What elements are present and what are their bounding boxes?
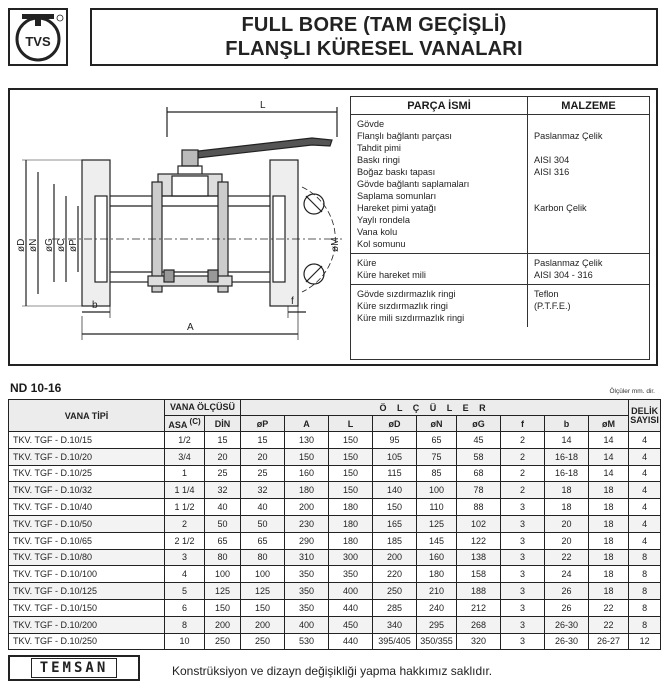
footer-disclaimer: Konstrüksiyon ve dizayn değişikliği yapma hakkımız saklıdır.	[172, 664, 493, 678]
table-cell: 350	[285, 566, 329, 583]
table-cell: 20	[545, 515, 589, 532]
table-cell: 150	[285, 448, 329, 465]
table-cell: 16-18	[545, 448, 589, 465]
table-cell: 160	[285, 465, 329, 482]
table-cell: 125	[205, 583, 241, 600]
table-cell: 105	[373, 448, 417, 465]
table-cell: 250	[373, 583, 417, 600]
table-cell: 40	[205, 499, 241, 516]
table-cell: 240	[417, 599, 457, 616]
part-name: Küre mili sızdırmazlık ringi	[357, 313, 465, 323]
parts-groups	[351, 115, 649, 327]
table-cell: 440	[329, 633, 373, 650]
parts-header	[351, 97, 649, 115]
table-cell: 210	[417, 583, 457, 600]
table-cell: 200	[205, 616, 241, 633]
part-material: Paslanmaz Çelik	[534, 258, 603, 268]
th-delik: DELİK	[631, 405, 659, 416]
table-cell: 150	[329, 432, 373, 449]
parts-names	[351, 254, 528, 284]
table-cell: 80	[205, 549, 241, 566]
table-cell: 80	[241, 549, 285, 566]
table-cell: 3	[501, 532, 545, 549]
table-row	[9, 583, 661, 600]
table-cell: 310	[285, 549, 329, 566]
part-material	[534, 238, 643, 250]
table-row	[9, 499, 661, 516]
th-sub-3: øD	[373, 416, 417, 432]
table-cell: 1 1/4	[165, 482, 205, 499]
table-cell: 138	[457, 549, 501, 566]
th-sub-0: øP	[241, 416, 285, 432]
table-cell: 290	[285, 532, 329, 549]
part-name: Gövde	[357, 119, 385, 129]
table-cell: 18	[589, 549, 629, 566]
table-cell: 18	[589, 482, 629, 499]
table-cell: 5	[165, 583, 205, 600]
label-oG: øG	[44, 238, 55, 252]
table-cell: 32	[205, 482, 241, 499]
parts-materials	[528, 285, 649, 327]
part-name: Kol somunu	[357, 239, 406, 249]
table-cell: 150	[205, 599, 241, 616]
table-cell: 350	[285, 599, 329, 616]
th-sub-1: A	[285, 416, 329, 432]
table-cell: 440	[329, 599, 373, 616]
th-sayisi: SAYISI	[630, 414, 659, 425]
table-cell: 68	[457, 465, 501, 482]
th-sub-8: øM	[589, 416, 629, 432]
part-name: Hareket pimi yatağı	[357, 203, 437, 213]
table-cell: 4	[629, 515, 661, 532]
table-cell: 1	[165, 465, 205, 482]
th-asa-label: ASA	[168, 420, 188, 430]
table-cell: 140	[373, 482, 417, 499]
table-cell: 18	[589, 532, 629, 549]
logo-text: TVS	[25, 34, 51, 49]
parts-list	[350, 96, 650, 360]
table-cell: 160	[417, 549, 457, 566]
part-material: AISI 304 - 316	[534, 270, 593, 280]
table-cell: 65	[241, 532, 285, 549]
table-cell: 78	[457, 482, 501, 499]
part-material	[534, 190, 643, 202]
label-f: f	[291, 296, 294, 307]
table-cell: 18	[589, 583, 629, 600]
parts-group	[351, 285, 649, 327]
table-cell: 14	[589, 465, 629, 482]
table-cell: 4	[165, 566, 205, 583]
table-row	[9, 448, 661, 465]
tvs-logo	[8, 8, 68, 66]
label-oM: øM	[330, 237, 341, 252]
table-cell: 2	[501, 448, 545, 465]
part-material	[534, 118, 643, 130]
table-cell: 65	[205, 532, 241, 549]
table-cell: 250	[241, 633, 285, 650]
table-cell: 20	[545, 532, 589, 549]
title-box	[90, 8, 658, 66]
table-cell: 250	[205, 633, 241, 650]
cell-valve-type: TKV. TGF - D.10/65	[9, 532, 165, 549]
th-sub-7: b	[545, 416, 589, 432]
table-cell: 1/2	[165, 432, 205, 449]
part-material	[534, 178, 643, 190]
table-cell: 450	[329, 616, 373, 633]
table-cell: 4	[629, 532, 661, 549]
part-material: (P.T.F.E.)	[534, 301, 571, 311]
cell-valve-type: TKV. TGF - D.10/15	[9, 432, 165, 449]
th-sub-5: øG	[457, 416, 501, 432]
table-row	[9, 515, 661, 532]
table-cell: 6	[165, 599, 205, 616]
part-material	[534, 312, 643, 324]
table-cell: 188	[457, 583, 501, 600]
table-cell: 100	[417, 482, 457, 499]
table-cell: 3	[501, 499, 545, 516]
table-row	[9, 432, 661, 449]
nd-label: ND 10-16	[10, 381, 62, 395]
table-cell: 88	[457, 499, 501, 516]
table-cell: 25	[241, 465, 285, 482]
table-cell: 122	[457, 532, 501, 549]
th-asa	[165, 416, 205, 432]
cell-valve-type: TKV. TGF - D.10/25	[9, 465, 165, 482]
table-cell: 180	[329, 532, 373, 549]
table-cell: 115	[373, 465, 417, 482]
table-cell: 8	[629, 566, 661, 583]
part-name: Flanşlı bağlantı parçası	[357, 131, 452, 141]
table-cell: 26	[545, 583, 589, 600]
part-material: Teflon	[534, 289, 559, 299]
table-cell: 2	[501, 482, 545, 499]
table-cell: 3	[501, 616, 545, 633]
table-row	[9, 482, 661, 499]
table-cell: 2	[501, 432, 545, 449]
table-cell: 8	[165, 616, 205, 633]
part-name: Vana kolu	[357, 227, 398, 237]
part-name: Küre sızdırmazlık ringi	[357, 301, 448, 311]
table-cell: 3	[501, 515, 545, 532]
table-cell: 295	[417, 616, 457, 633]
table-row	[9, 549, 661, 566]
table-cell: 2	[501, 465, 545, 482]
table-cell: 4	[629, 432, 661, 449]
table-cell: 26-30	[545, 633, 589, 650]
table-cell: 2	[165, 515, 205, 532]
table-cell: 4	[629, 448, 661, 465]
label-L: L	[260, 100, 266, 111]
table-cell: 150	[241, 599, 285, 616]
table-cell: 400	[285, 616, 329, 633]
table-cell: 300	[329, 549, 373, 566]
table-cell: 85	[417, 465, 457, 482]
table-cell: 180	[329, 515, 373, 532]
table-cell: 268	[457, 616, 501, 633]
table-cell: 200	[373, 549, 417, 566]
parts-names	[351, 285, 528, 327]
cell-valve-type: TKV. TGF - D.10/20	[9, 448, 165, 465]
cell-valve-type: TKV. TGF - D.10/40	[9, 499, 165, 516]
parts-group	[351, 115, 649, 254]
table-cell: 100	[205, 566, 241, 583]
table-cell: 340	[373, 616, 417, 633]
table-cell: 15	[205, 432, 241, 449]
th-vana-tipi: VANA TİPİ	[9, 400, 165, 432]
table-cell: 8	[629, 549, 661, 566]
part-name: Gövde bağlantı saplamaları	[357, 179, 470, 189]
table-cell: 130	[285, 432, 329, 449]
dimensions-table	[8, 399, 661, 650]
temsan-logo	[8, 655, 140, 681]
table-cell: 10	[165, 633, 205, 650]
part-material: Karbon Çelik	[534, 203, 587, 213]
table-cell: 145	[417, 532, 457, 549]
th-sub-4: øN	[417, 416, 457, 432]
tvs-logo-mark	[10, 10, 66, 64]
table-cell: 2 1/2	[165, 532, 205, 549]
table-cell: 110	[417, 499, 457, 516]
temsan-brand: TEMSAN	[31, 658, 118, 678]
parts-materials	[528, 254, 649, 284]
th-sub-6: f	[501, 416, 545, 432]
cell-valve-type: TKV. TGF - D.10/250	[9, 633, 165, 650]
th-vana-olcusu: VANA ÖLÇÜSÜ	[165, 400, 241, 416]
table-cell: 165	[373, 515, 417, 532]
part-material: AISI 304	[534, 155, 570, 165]
table-cell: 14	[589, 448, 629, 465]
table-cell: 3	[501, 599, 545, 616]
table-cell: 8	[629, 616, 661, 633]
table-cell: 18	[545, 499, 589, 516]
table-cell: 25	[205, 465, 241, 482]
part-name: Saplama somunları	[357, 191, 437, 201]
parts-header-name: PARÇA İSMİ	[351, 97, 528, 114]
table-cell: 22	[589, 616, 629, 633]
th-olculer: Ö L Ç Ü L E R	[241, 400, 629, 416]
part-name: Tahdit pimi	[357, 143, 401, 153]
table-cell: 150	[329, 465, 373, 482]
cell-valve-type: TKV. TGF - D.10/32	[9, 482, 165, 499]
part-name: Gövde sızdırmazlık ringi	[357, 289, 456, 299]
dimensions-table-body	[9, 432, 661, 650]
table-cell: 350/355	[417, 633, 457, 650]
table-cell: 100	[241, 566, 285, 583]
table-cell: 150	[373, 499, 417, 516]
table-cell: 22	[589, 599, 629, 616]
label-A: A	[187, 322, 194, 333]
part-material	[534, 214, 643, 226]
table-cell: 45	[457, 432, 501, 449]
parts-header-material: MALZEME	[561, 99, 616, 112]
table-cell: 12	[629, 633, 661, 650]
table-cell: 15	[241, 432, 285, 449]
table-cell: 8	[629, 583, 661, 600]
table-cell: 125	[241, 583, 285, 600]
parts-group	[351, 254, 649, 285]
table-cell: 230	[285, 515, 329, 532]
label-b: b	[92, 300, 98, 311]
table-cell: 75	[417, 448, 457, 465]
units-note: Ölçüler mm. dir.	[609, 388, 655, 395]
table-cell: 18	[545, 482, 589, 499]
part-material	[534, 142, 643, 154]
table-cell: 102	[457, 515, 501, 532]
table-cell: 285	[373, 599, 417, 616]
table-cell: 18	[589, 499, 629, 516]
cell-valve-type: TKV. TGF - D.10/100	[9, 566, 165, 583]
table-cell: 158	[457, 566, 501, 583]
label-oC: øC	[56, 238, 67, 252]
table-cell: 1 1/2	[165, 499, 205, 516]
cell-valve-type: TKV. TGF - D.10/80	[9, 549, 165, 566]
table-cell: 65	[417, 432, 457, 449]
table-cell: 24	[545, 566, 589, 583]
cell-valve-type: TKV. TGF - D.10/200	[9, 616, 165, 633]
table-cell: 3	[501, 583, 545, 600]
table-row	[9, 566, 661, 583]
table-cell: 220	[373, 566, 417, 583]
table-cell: 125	[417, 515, 457, 532]
table-row	[9, 633, 661, 650]
table-cell: 14	[545, 432, 589, 449]
table-cell: 95	[373, 432, 417, 449]
table-cell: 4	[629, 482, 661, 499]
valve-drawing	[12, 92, 344, 362]
table-cell: 58	[457, 448, 501, 465]
table-cell: 20	[205, 448, 241, 465]
table-cell: 50	[241, 515, 285, 532]
table-row	[9, 616, 661, 633]
table-cell: 14	[589, 432, 629, 449]
table-cell: 150	[329, 448, 373, 465]
table-cell: 150	[329, 482, 373, 499]
table-cell: 350	[329, 566, 373, 583]
table-cell: 26	[545, 599, 589, 616]
cell-valve-type: TKV. TGF - D.10/150	[9, 599, 165, 616]
table-cell: 395/405	[373, 633, 417, 650]
drawing-frame	[8, 88, 658, 366]
table-cell: 3	[501, 633, 545, 650]
part-name: Yaylı rondela	[357, 215, 410, 225]
title-line-2: FLANŞLI KÜRESEL VANALARI	[225, 38, 523, 60]
table-cell: 212	[457, 599, 501, 616]
table-cell: 320	[457, 633, 501, 650]
table-cell: 8	[629, 599, 661, 616]
part-name: Küre	[357, 258, 377, 268]
parts-materials	[528, 115, 649, 253]
table-cell: 50	[205, 515, 241, 532]
th-delik-sayisi	[629, 400, 661, 432]
part-name: Küre hareket mili	[357, 270, 426, 280]
part-material: Paslanmaz Çelik	[534, 131, 603, 141]
table-cell: 32	[241, 482, 285, 499]
parts-names	[351, 115, 528, 253]
part-material: AISI 316	[534, 167, 570, 177]
table-cell: 26-27	[589, 633, 629, 650]
table-cell: 40	[241, 499, 285, 516]
table-cell: 3	[501, 549, 545, 566]
table-cell: 180	[285, 482, 329, 499]
table-cell: 26-30	[545, 616, 589, 633]
cell-valve-type: TKV. TGF - D.10/50	[9, 515, 165, 532]
table-cell: 200	[285, 499, 329, 516]
table-cell: 18	[589, 515, 629, 532]
label-oD: øD	[16, 238, 27, 252]
th-c-label: (C)	[189, 417, 201, 426]
part-material	[534, 226, 643, 238]
table-cell: 185	[373, 532, 417, 549]
table-row	[9, 465, 661, 482]
table-cell: 4	[629, 499, 661, 516]
table-cell: 200	[241, 616, 285, 633]
table-cell: 350	[285, 583, 329, 600]
label-oP: øP	[68, 239, 79, 252]
label-oN: øN	[28, 238, 39, 252]
table-row	[9, 532, 661, 549]
table-cell: 22	[545, 549, 589, 566]
title-line-1: FULL BORE (TAM GEÇİŞLİ)	[241, 14, 507, 36]
valve-handle	[190, 138, 332, 158]
table-cell: 400	[329, 583, 373, 600]
table-cell: 180	[417, 566, 457, 583]
table-cell: 530	[285, 633, 329, 650]
cell-valve-type: TKV. TGF - D.10/125	[9, 583, 165, 600]
th-din: DİN	[205, 416, 241, 432]
table-cell: 4	[629, 465, 661, 482]
table-cell: 3/4	[165, 448, 205, 465]
part-name: Baskı ringi	[357, 155, 400, 165]
table-row	[9, 599, 661, 616]
table-cell: 18	[589, 566, 629, 583]
table-cell: 3	[165, 549, 205, 566]
table-cell: 180	[329, 499, 373, 516]
table-cell: 16-18	[545, 465, 589, 482]
part-name: Boğaz baskı tapası	[357, 167, 436, 177]
table-cell: 20	[241, 448, 285, 465]
th-sub-2: L	[329, 416, 373, 432]
table-cell: 3	[501, 566, 545, 583]
